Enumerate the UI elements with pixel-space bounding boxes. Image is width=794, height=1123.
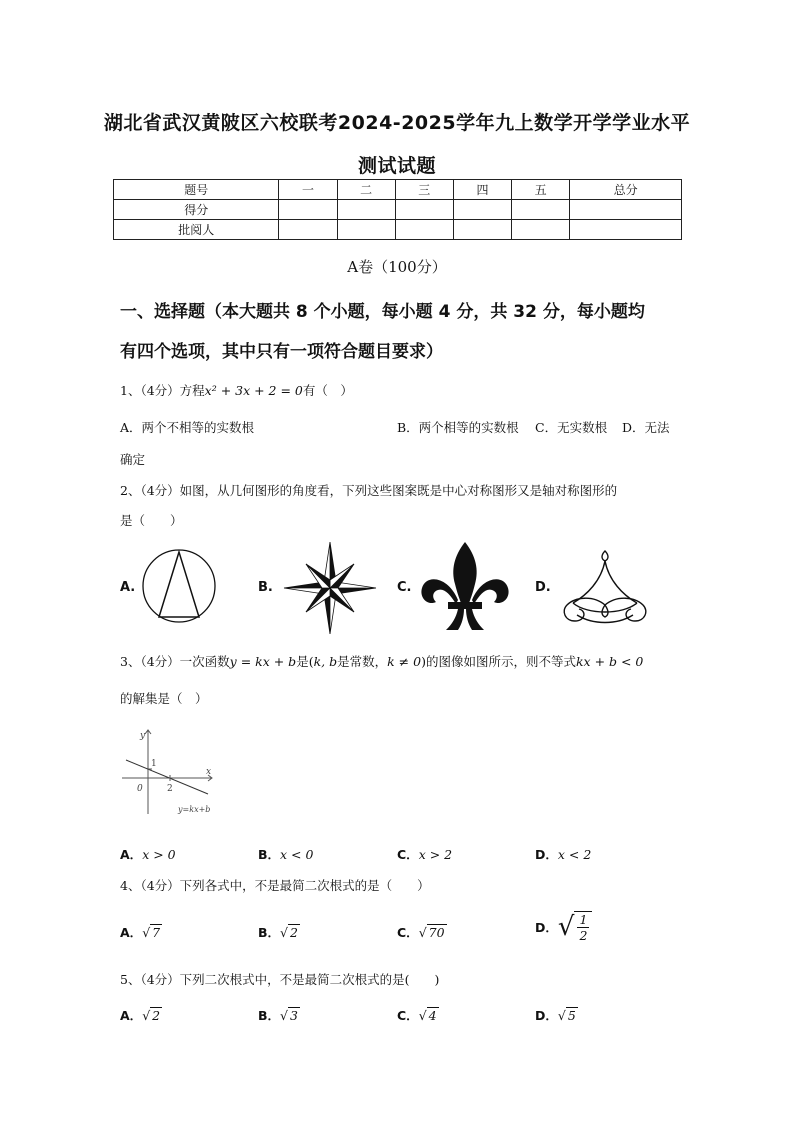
- q5-option-d-label: D．: [535, 1008, 558, 1023]
- score-row-label: 得分: [114, 200, 279, 220]
- q3-part2: 是(: [296, 654, 314, 669]
- question-3-stem-line2: 的解集是（ ）: [120, 691, 208, 706]
- sqrt-symbol: √ 5: [557, 1008, 576, 1023]
- q5-option-b: [258, 1006, 300, 1024]
- score-table-row: [114, 200, 682, 220]
- q2-label-a: A.: [120, 580, 136, 595]
- sqrt-symbol: √ 70: [418, 925, 445, 940]
- q4-option-b: [258, 923, 300, 941]
- q1-option-d: D．无法: [622, 420, 670, 435]
- section-heading-line1: 一、选择题（本大题共 8 个小题，每小题 4 分，共 32 分，每小题均: [120, 302, 645, 322]
- question-2-stem-line2: 是（ ）: [120, 513, 183, 528]
- score-header-cell: 总分: [570, 180, 682, 200]
- q4-option-b-label: B．: [258, 925, 281, 940]
- q1-option-d-cont: 确定: [120, 452, 146, 467]
- compass-star-figure: [282, 540, 378, 636]
- score-header-cell: 一: [279, 180, 337, 200]
- score-cell: [512, 220, 570, 240]
- score-header-cell: 三: [395, 180, 453, 200]
- q3-option-d-expr: x < 2: [557, 847, 592, 862]
- linear-function-graph: [120, 726, 220, 816]
- section-heading-line2: 有四个选项，其中只有一项符合题目要求）: [120, 342, 443, 362]
- graph-line-label: y=kx+b: [178, 805, 211, 814]
- question-4-stem: 4、（4分）下列各式中，不是最简二次根式的是（ ）: [120, 878, 430, 893]
- q3-option-d-label: D．: [535, 847, 558, 862]
- score-cell: [453, 220, 511, 240]
- q4-option-d-fraction: [574, 911, 592, 943]
- score-cell: [512, 200, 570, 220]
- q3-option-d: [535, 845, 591, 863]
- q3-option-c-label: C．: [397, 847, 419, 862]
- q3-option-a-expr: x > 0: [142, 847, 176, 862]
- score-cell: [570, 220, 682, 240]
- q4-option-a: [120, 923, 162, 941]
- circle-triangle-figure: [141, 548, 219, 626]
- ornament-figure: [557, 545, 653, 631]
- graph-x-label: x: [206, 767, 212, 777]
- q3-option-b-expr: x < 0: [280, 847, 314, 862]
- q3-option-c-expr: x > 2: [418, 847, 453, 862]
- sqrt-symbol: √ 2: [280, 925, 298, 940]
- graph-x-intercept-label: 2: [167, 784, 173, 794]
- score-cell: [279, 200, 337, 220]
- q4-option-d-label: D．: [535, 920, 558, 935]
- score-cell: [337, 220, 395, 240]
- question-3-stem-line1: [120, 652, 643, 670]
- score-cell: [395, 220, 453, 240]
- score-header-cell: 五: [512, 180, 570, 200]
- exam-title-line1: 湖北省武汉黄陂区六校联考2024-2025学年九上数学开学学业水平: [103, 112, 691, 134]
- fraction-denominator: 2: [579, 928, 588, 943]
- q3-part3: 是常数，: [337, 654, 388, 669]
- q3-option-a: [120, 845, 176, 863]
- volume-title: A卷（100分）: [347, 258, 447, 276]
- q1-option-a: A．两个不相等的实数根: [120, 420, 255, 435]
- question-1-stem: [120, 381, 353, 399]
- score-cell: [570, 200, 682, 220]
- q5-option-a: [120, 1006, 162, 1024]
- score-cell: [395, 200, 453, 220]
- sqrt-symbol: √ 7: [142, 925, 161, 940]
- q4-option-b-radicand: 2: [290, 925, 298, 940]
- q3-part1: 3、（4分）一次函数: [120, 654, 230, 669]
- fraction-numerator: 1: [579, 912, 588, 927]
- q1-equation: x² + 3x + 2 = 0: [204, 383, 303, 398]
- graph-y-label: y: [140, 731, 146, 741]
- q5-option-b-radicand: 3: [290, 1008, 298, 1023]
- q2-label-d: D.: [535, 580, 551, 595]
- sqrt-symbol: √: [557, 912, 575, 942]
- score-row-label: 批阅人: [114, 220, 279, 240]
- score-cell: [337, 200, 395, 220]
- q5-option-a-radicand: 2: [152, 1008, 161, 1023]
- graph-y-intercept-label: 1: [151, 759, 157, 769]
- q3-option-b: [258, 845, 313, 863]
- fleur-de-lis-figure: [418, 540, 512, 634]
- q1-option-c: C．无实数根: [535, 420, 608, 435]
- question-5-stem: 5、（4分）下列二次根式中，不是最简二次根式的是( ): [120, 972, 440, 987]
- score-table-header-row: [114, 180, 682, 200]
- q4-option-a-radicand: 7: [152, 925, 161, 940]
- sqrt-symbol: √ 3: [280, 1008, 298, 1023]
- q4-option-d: [535, 911, 592, 943]
- q5-option-c-label: C．: [397, 1008, 419, 1023]
- score-header-cell: 四: [453, 180, 511, 200]
- sqrt-symbol: √ 4: [418, 1008, 437, 1023]
- q5-option-c: [397, 1006, 439, 1024]
- q4-option-c-radicand: 70: [428, 925, 445, 940]
- sqrt-symbol: √ 2: [142, 1008, 161, 1023]
- q5-option-a-label: A．: [120, 1008, 143, 1023]
- graph-origin-label: 0: [137, 784, 143, 794]
- score-cell: [279, 220, 337, 240]
- q2-label-b: B.: [258, 580, 273, 595]
- q5-option-b-label: B．: [258, 1008, 281, 1023]
- q3-k-not-zero: k ≠ 0: [387, 654, 422, 669]
- q3-option-a-label: A．: [120, 847, 143, 862]
- q5-option-c-radicand: 4: [428, 1008, 437, 1023]
- question-2-stem-line1: 2、（4分）如图，从几何图形的角度看，下列这些图案既是中心对称图形又是轴对称图形的: [120, 483, 618, 498]
- q3-option-c: [397, 845, 452, 863]
- score-table-row: [114, 220, 682, 240]
- q1-prefix: 1、（4分）方程: [120, 383, 205, 398]
- q5-option-d-radicand: 5: [567, 1008, 576, 1023]
- q3-part4: )的图像如图所示，则不等式: [421, 654, 576, 669]
- q4-option-c-label: C．: [397, 925, 419, 940]
- q2-label-c: C.: [397, 580, 412, 595]
- q4-option-c: [397, 923, 447, 941]
- q3-option-b-label: B．: [258, 847, 281, 862]
- q3-function: y = kx + b: [229, 654, 297, 669]
- exam-title-line2: 测试试题: [357, 155, 436, 177]
- score-header-cell: 题号: [114, 180, 279, 200]
- q5-option-d: [535, 1006, 578, 1024]
- score-cell: [453, 200, 511, 220]
- q3-inequality: kx + b < 0: [575, 654, 644, 669]
- q3-kb: k, b: [313, 654, 338, 669]
- score-header-cell: 二: [337, 180, 395, 200]
- q4-option-a-label: A．: [120, 925, 143, 940]
- q1-suffix: 有（ ）: [302, 383, 353, 398]
- q1-option-b: B．两个相等的实数根: [397, 420, 519, 435]
- score-table: [113, 179, 682, 240]
